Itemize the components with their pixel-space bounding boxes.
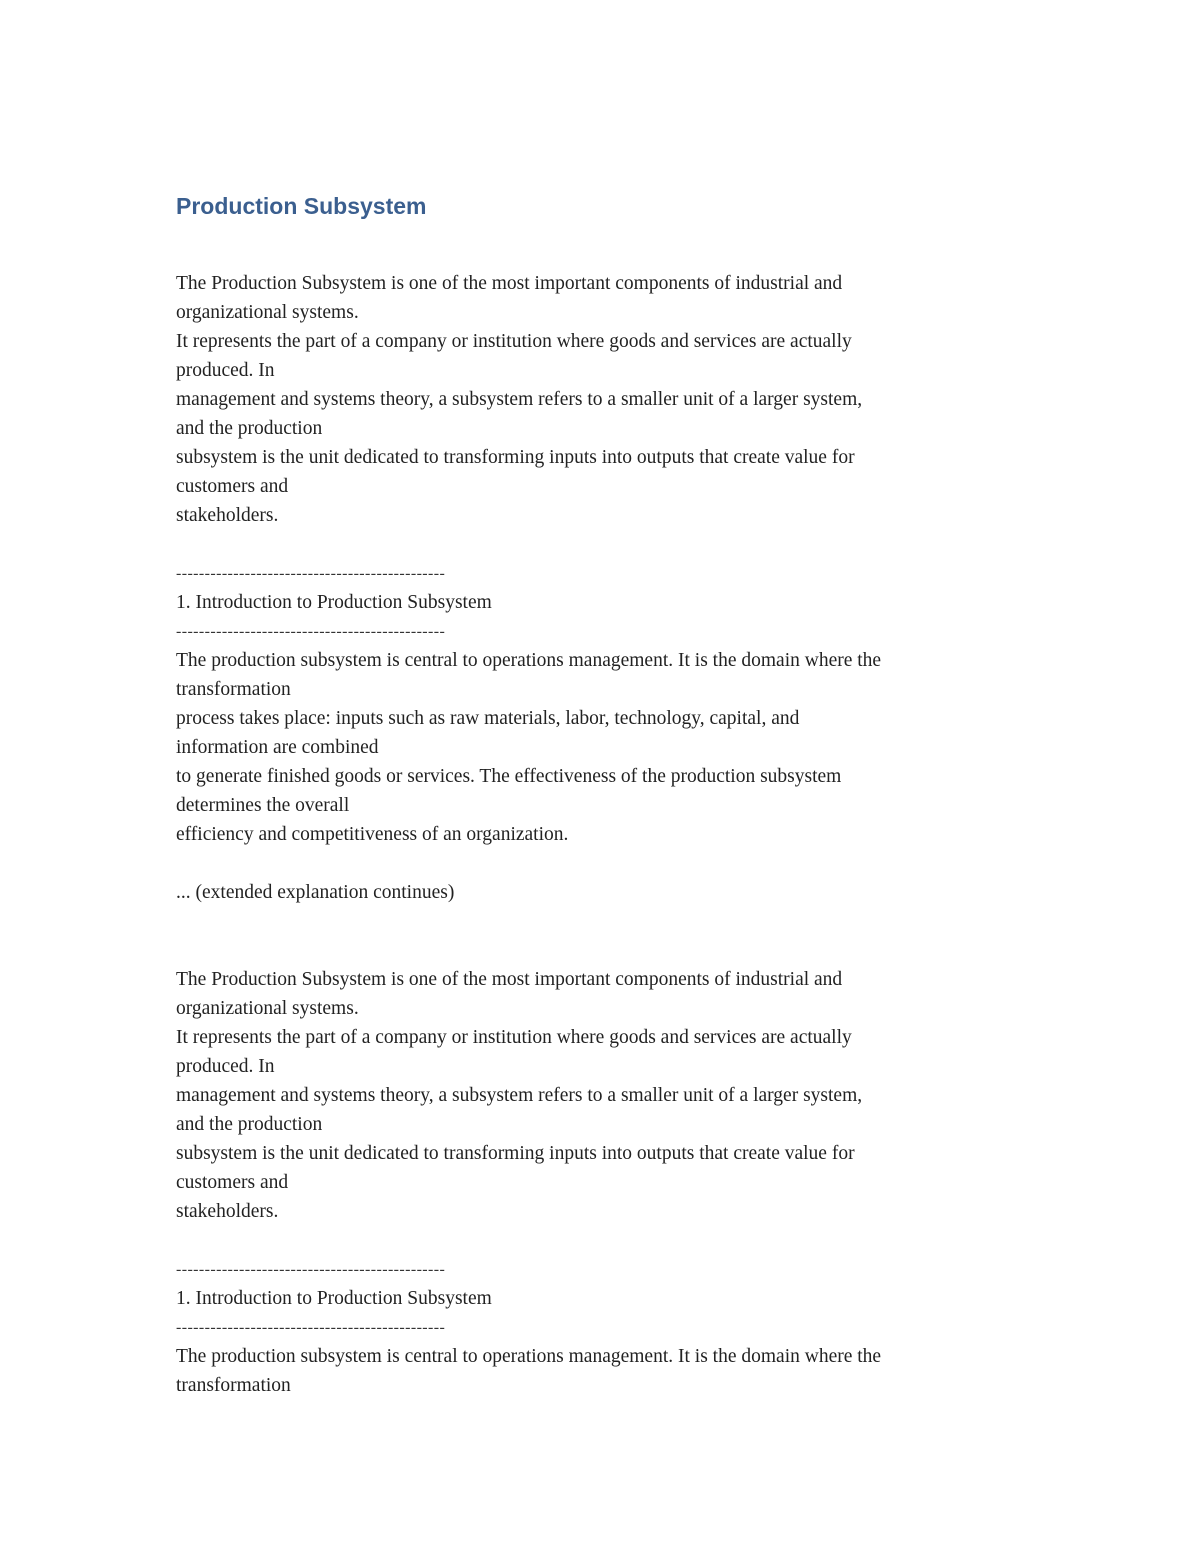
page-title: Production Subsystem	[176, 193, 427, 219]
section-title: 1. Introduction to Production Subsystem	[176, 592, 492, 613]
text-line: to generate finished goods or services. The effectiveness of the production subsystem	[176, 766, 842, 787]
text-line: transformation	[176, 679, 291, 700]
text-line: process takes place: inputs such as raw materials, labor, technology, capital, and	[176, 708, 800, 729]
text-line: determines the overall	[176, 795, 350, 816]
paragraph-intro-repeat	[176, 965, 1036, 1226]
paragraph-intro	[176, 269, 1036, 530]
text-line: organizational systems.	[176, 998, 359, 1019]
divider-rule: -----------------------------------------------	[176, 565, 446, 582]
divider-rule: -----------------------------------------------	[176, 1261, 446, 1278]
text-line: customers and	[176, 476, 289, 497]
text-line: subsystem is the unit dedicated to transforming inputs into outputs that create value for	[176, 447, 855, 468]
text-line: produced. In	[176, 360, 275, 381]
text-line: The production subsystem is central to operations management. It is the domain where the	[176, 1346, 882, 1367]
text-line: The Production Subsystem is one of the most important components of industrial and	[176, 969, 843, 990]
text-line: produced. In	[176, 1056, 275, 1077]
text-line: stakeholders.	[176, 1201, 279, 1222]
section-title: 1. Introduction to Production Subsystem	[176, 1288, 492, 1309]
text-line: information are combined	[176, 737, 379, 758]
document-content	[176, 186, 1036, 1400]
text-line: organizational systems.	[176, 302, 359, 323]
divider-rule: -----------------------------------------------	[176, 623, 446, 640]
text-line: subsystem is the unit dedicated to transforming inputs into outputs that create value for	[176, 1143, 855, 1164]
text-line: efficiency and competitiveness of an organization.	[176, 824, 569, 845]
paragraph-section	[176, 646, 1036, 849]
text-line: management and systems theory, a subsystem refers to a smaller unit of a larger system,	[176, 389, 863, 410]
text-line: stakeholders.	[176, 505, 279, 526]
continuation-note: ... (extended explanation continues)	[176, 882, 455, 903]
text-line: management and systems theory, a subsystem refers to a smaller unit of a larger system,	[176, 1085, 863, 1106]
text-line: and the production	[176, 1114, 323, 1135]
text-line: The production subsystem is central to operations management. It is the domain where the	[176, 650, 882, 671]
text-line: and the production	[176, 418, 323, 439]
paragraph-section-repeat	[176, 1342, 1036, 1400]
text-line: customers and	[176, 1172, 289, 1193]
text-line: transformation	[176, 1375, 291, 1396]
text-line: It represents the part of a company or institution where goods and services are actually	[176, 331, 852, 352]
text-line: The Production Subsystem is one of the most important components of industrial and	[176, 273, 843, 294]
divider-rule: -----------------------------------------------	[176, 1319, 446, 1336]
text-line: It represents the part of a company or institution where goods and services are actually	[176, 1027, 852, 1048]
